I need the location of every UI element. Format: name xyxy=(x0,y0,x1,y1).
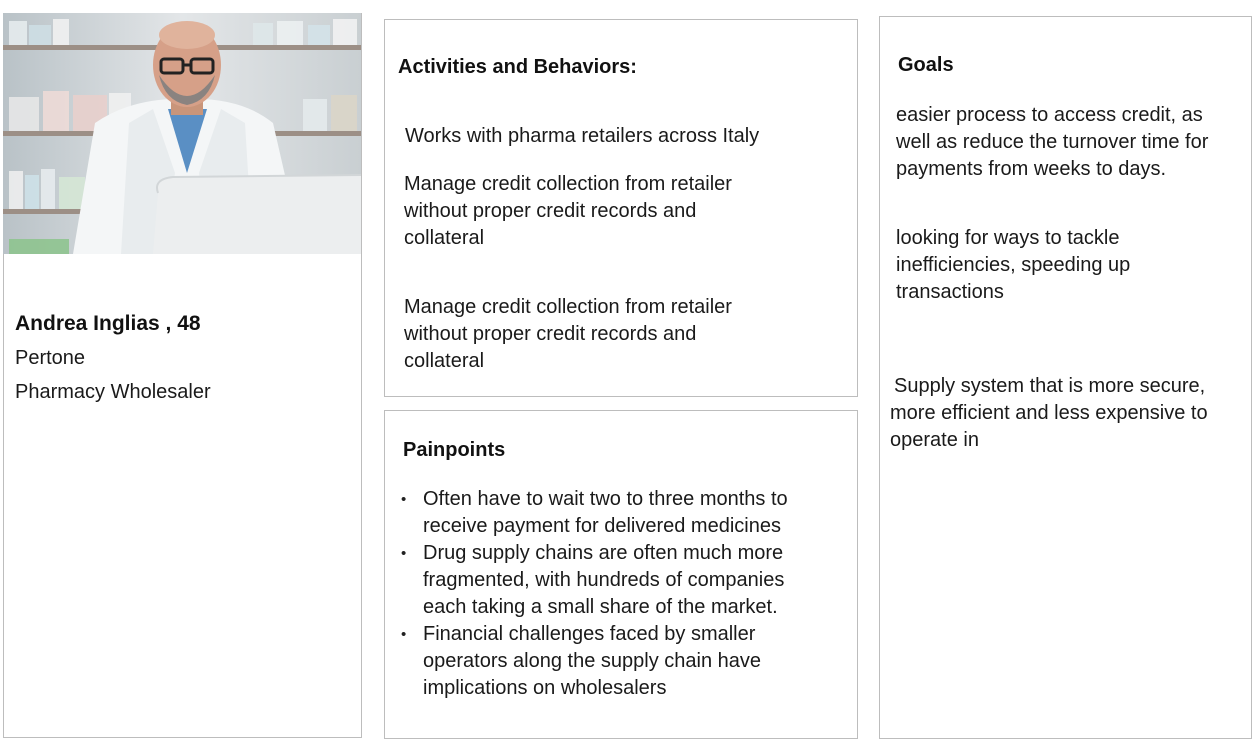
bullet-icon: • xyxy=(401,545,407,562)
painpoint-line: Often have to wait two to three months to xyxy=(423,488,788,510)
pharmacist-photo-illustration xyxy=(3,13,361,254)
activity-item-1: Works with pharma retailers across Italy xyxy=(405,125,760,147)
activities-heading: Activities and Behaviors: xyxy=(398,56,637,78)
profile-photo xyxy=(3,13,361,254)
activity-item-3-line: without proper credit records and xyxy=(404,323,697,345)
goal-line: well as reduce the turnover time for xyxy=(896,131,1209,153)
goal-line: more efficient and less expensive to xyxy=(890,402,1208,424)
painpoint-line: Financial challenges faced by smaller xyxy=(423,623,756,645)
activity-item-2-line: Manage credit collection from retailer xyxy=(404,173,732,195)
goal-line: payments from weeks to days. xyxy=(896,158,1167,180)
activity-item-2-line: without proper credit records and xyxy=(404,200,697,222)
painpoint-line: operators along the supply chain have xyxy=(423,650,762,672)
painpoint-line: each taking a small share of the market. xyxy=(423,596,778,618)
bullet-icon: • xyxy=(401,491,407,508)
activity-item-2-line: collateral xyxy=(404,227,485,249)
painpoint-line: receive payment for delivered medicines xyxy=(423,515,781,537)
painpoint-line: implications on wholesalers xyxy=(423,677,667,699)
goal-line: looking for ways to tackle xyxy=(896,227,1120,249)
goal-line: easier process to access credit, as xyxy=(896,104,1203,126)
painpoints-heading: Painpoints xyxy=(403,439,506,461)
bullet-icon: • xyxy=(401,626,407,643)
goal-line: transactions xyxy=(896,281,1004,303)
activity-item-3-line: collateral xyxy=(404,350,485,372)
activity-item-3-line: Manage credit collection from retailer xyxy=(404,296,732,318)
painpoint-line: fragmented, with hundreds of companies xyxy=(423,569,785,591)
painpoint-line: Drug supply chains are often much more xyxy=(423,542,784,564)
goal-line: operate in xyxy=(890,429,979,451)
goals-heading: Goals xyxy=(898,54,954,76)
profile-role: Pharmacy Wholesaler xyxy=(15,381,211,403)
profile-company: Pertone xyxy=(15,347,86,369)
goal-line: Supply system that is more secure, xyxy=(894,375,1206,397)
profile-name-age: Andrea Inglias , 48 xyxy=(15,312,201,335)
goal-line: inefficiencies, speeding up xyxy=(896,254,1131,276)
